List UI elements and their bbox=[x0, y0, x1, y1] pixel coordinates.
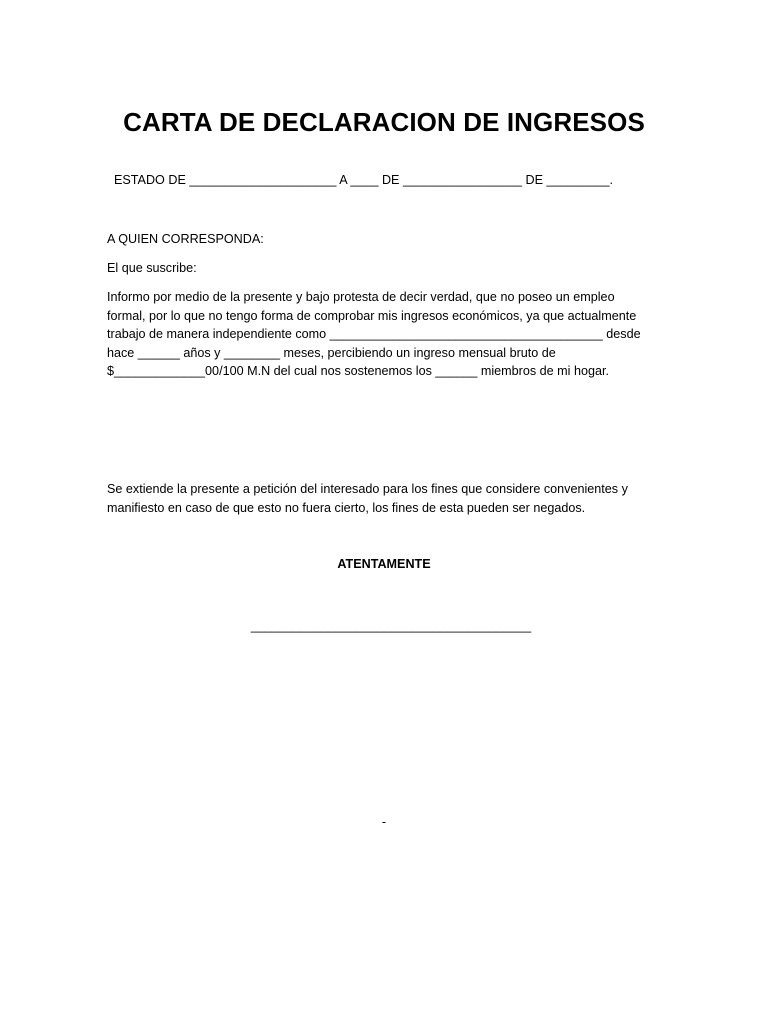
paragraph-line: formal, por lo que no tengo forma de comprobar mis ingresos económicos, ya que actualmente bbox=[107, 308, 637, 323]
closing-atentamente: ATENTAMENTE bbox=[337, 557, 431, 571]
salutation: A QUIEN CORRESPONDA: bbox=[107, 232, 264, 246]
paragraph-line: $_____________00/100 M.N del cual nos sostenemos los ______ miembros de mi hogar. bbox=[107, 364, 609, 379]
estado-date-line: ESTADO DE _____________________ A ____ DE _________________ DE _________. bbox=[114, 173, 614, 187]
paragraph-line: hace ______ años y ________ meses, percibiendo un ingreso mensual bruto de bbox=[107, 345, 556, 360]
paragraph-line: manifiesto en caso de que esto no fuera cierto, los fines de esta pueden ser negados. bbox=[107, 500, 586, 515]
subscriber-line: El que suscribe: bbox=[107, 261, 197, 275]
income-declaration-paragraph bbox=[107, 288, 641, 381]
extension-paragraph bbox=[107, 480, 628, 517]
signature-line: ________________________________________ bbox=[250, 619, 532, 633]
paragraph-line: Informo por medio de la presente y bajo protesta de decir verdad, que no poseo un empleo bbox=[107, 290, 615, 304]
document-title: CARTA DE DECLARACION DE INGRESOS bbox=[123, 107, 645, 137]
footer-mark: - bbox=[381, 815, 387, 829]
paragraph-line: Se extiende la presente a petición del interesado para los fines que considere convenientes y bbox=[107, 482, 628, 496]
paragraph-line: trabajo de manera independiente como _______________________________________ desde bbox=[107, 327, 641, 342]
